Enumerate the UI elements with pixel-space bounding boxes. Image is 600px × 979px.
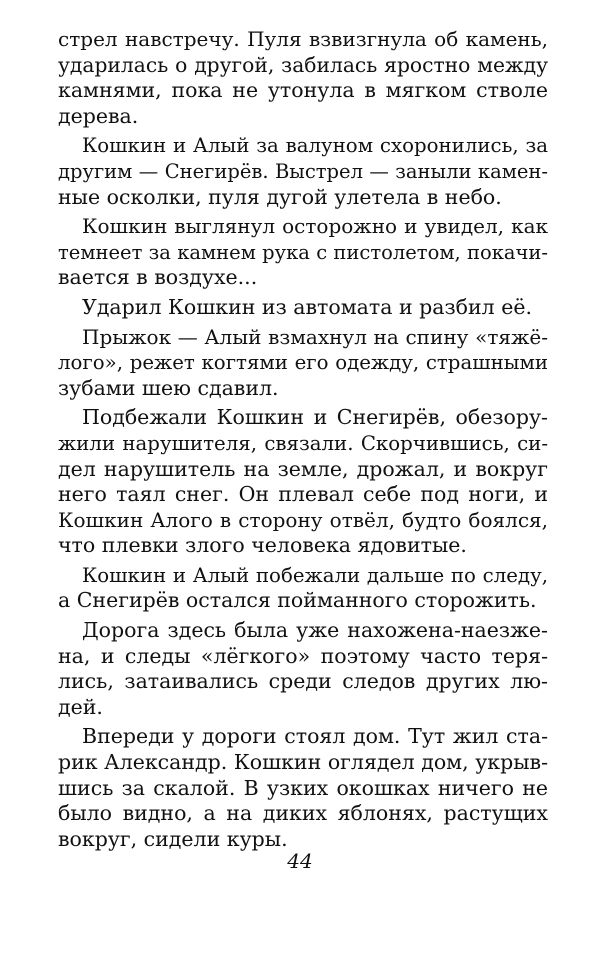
text-line: стрел навстречу. Пуля взвизгнула об камень, xyxy=(58,27,548,51)
paragraph xyxy=(58,563,548,614)
paragraph xyxy=(58,405,548,559)
text-line: дей. xyxy=(58,694,103,719)
text-line: Кошкин и Алый побежали дальше по следу, xyxy=(82,563,548,587)
text-line: дел нарушитель на земле, дрожал, и вокруг xyxy=(58,456,548,481)
text-line: дерева. xyxy=(58,103,139,128)
paragraph xyxy=(58,133,548,210)
paragraph xyxy=(58,724,548,852)
text-line: вокруг, сидели куры. xyxy=(58,826,288,851)
paragraph xyxy=(58,325,548,402)
text-line: Кошкин и Алый за валуном схоронились, за xyxy=(82,134,548,158)
text-line: темнеет за камнем рука с пистолетом, покачи- xyxy=(58,240,548,264)
text-line: Кошкин выглянул осторожно и увидел, как xyxy=(82,214,548,239)
text-line: ные осколки, пуля дугой улетела в небо. xyxy=(58,184,502,209)
text-line: Ударил Кошкин из автомата и разбил её. xyxy=(82,294,532,319)
text-line: а Снегирёв остался пойманного сторожить. xyxy=(58,588,537,613)
text-line: камнями, пока не утонула в мягком стволе xyxy=(58,78,548,103)
paragraph xyxy=(58,618,548,720)
text-line: ударилась о другой, забилась яростно между xyxy=(58,52,548,77)
text-line: лись, затаивались среди следов других лю- xyxy=(58,669,548,694)
text-line: шись за скалой. В узких окошках ничего не xyxy=(58,775,548,800)
text-line: него таял снег. Он плевал себе под ноги, и xyxy=(58,482,548,507)
text-line: Впереди у дороги стоял дом. Тут жил ста- xyxy=(82,724,548,749)
text-line: Прыжок — Алый взмахнул на спину «тяжё- xyxy=(82,324,548,349)
paragraph xyxy=(58,214,548,291)
text-line: Кошкин Алого в сторону отвёл, будто боялся, xyxy=(58,507,548,532)
text-line: вается в воздухе... xyxy=(58,265,258,290)
text-line: Дорога здесь была уже нахожена-наезже- xyxy=(82,618,548,643)
text-line: другим — Снегирёв. Выстрел — заныли камен- xyxy=(58,159,548,183)
page-number: 44 xyxy=(287,849,313,873)
text-line: зубами шею сдавил. xyxy=(58,375,279,400)
page-body-text xyxy=(58,27,548,852)
paragraph xyxy=(58,27,548,129)
text-line: лого», режет когтями его одежду, страшными xyxy=(58,351,548,375)
text-line: Подбежали Кошкин и Снегирёв, обезору- xyxy=(82,405,548,430)
text-line: жили нарушителя, связали. Скорчившись, си- xyxy=(58,431,548,455)
text-line: было видно, а на диких яблонях, растущих xyxy=(58,801,548,826)
text-line: что плевки злого человека ядовитые. xyxy=(58,533,467,558)
paragraph xyxy=(58,295,548,321)
text-line: на, и следы «лёгкого» поэтому часто теря- xyxy=(58,643,548,668)
text-line: рик Александр. Кошкин оглядел дом, укрыв- xyxy=(58,750,548,775)
